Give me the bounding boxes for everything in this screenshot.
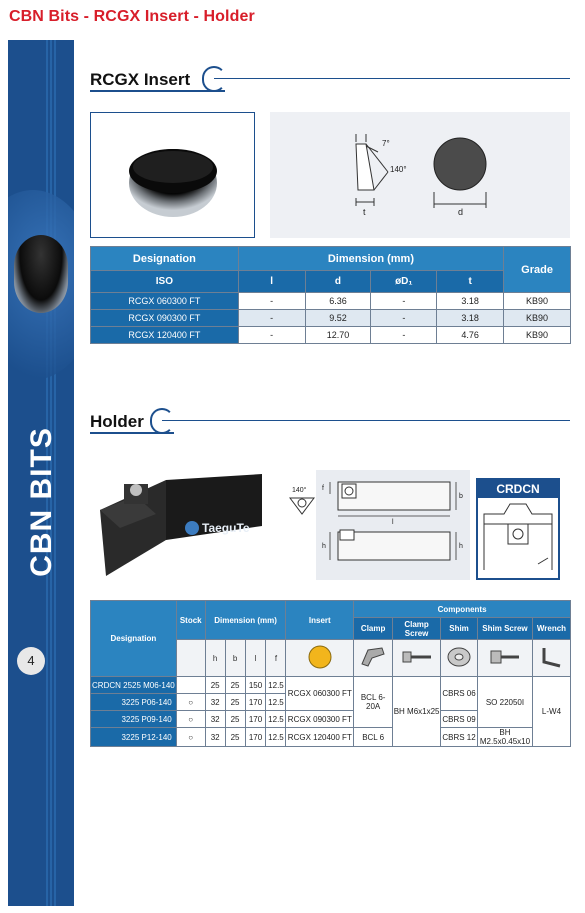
insert-section-title: RCGX Insert bbox=[90, 70, 191, 89]
clamp-screw-icon-cell bbox=[393, 640, 441, 677]
row-designation: 3225 P12-140 bbox=[91, 728, 177, 747]
shim-screw-icon bbox=[485, 644, 525, 670]
title-arc bbox=[150, 408, 174, 434]
shim-icon-cell bbox=[441, 640, 478, 677]
row-d: 12.70 bbox=[305, 327, 371, 344]
row-clamp: BCL 6-20A bbox=[354, 677, 393, 728]
col-shim-screw: Shim Screw bbox=[477, 618, 532, 640]
row-grade: KB90 bbox=[504, 327, 571, 344]
row-shim: CBRS 06 bbox=[441, 677, 478, 711]
row-stock bbox=[176, 677, 205, 694]
table-row bbox=[91, 293, 571, 310]
col-designation: Designation bbox=[91, 247, 239, 271]
holder-f-label: f bbox=[322, 485, 324, 492]
row-insert: RCGX 060300 FT bbox=[286, 677, 354, 711]
row-wrench: L-W4 bbox=[532, 677, 570, 747]
col-h: h bbox=[205, 640, 225, 677]
col-l: l bbox=[245, 640, 266, 677]
holder-l-label: l bbox=[392, 519, 394, 526]
row-l: 170 bbox=[245, 711, 266, 728]
holder-section-title: Holder bbox=[90, 412, 144, 431]
holder-drawing-panel bbox=[316, 470, 470, 580]
row-shim-screw: SO 22050I bbox=[477, 677, 532, 728]
angle-clearance-label: 7° bbox=[382, 139, 390, 148]
row-b: 25 bbox=[225, 728, 245, 747]
row-l: - bbox=[238, 293, 305, 310]
row-d: 6.36 bbox=[305, 293, 371, 310]
page-heading: CBN Bits - RCGX Insert - Holder bbox=[9, 8, 255, 25]
holder-dimension-drawing bbox=[316, 470, 470, 580]
row-b: 25 bbox=[225, 694, 245, 711]
col-t: t bbox=[437, 271, 504, 293]
row-stock: ○ bbox=[176, 728, 205, 747]
col-shim: Shim bbox=[441, 618, 478, 640]
insert-icon-cell bbox=[286, 640, 354, 677]
col-b: b bbox=[225, 640, 245, 677]
col-od1: øD₁ bbox=[371, 271, 437, 293]
d-label: d bbox=[458, 207, 464, 217]
row-f: 12.5 bbox=[266, 728, 286, 747]
insert-icon bbox=[307, 644, 333, 670]
col-f: f bbox=[266, 640, 286, 677]
row-stock: ○ bbox=[176, 694, 205, 711]
spine-insert-image bbox=[14, 235, 68, 313]
row-b: 25 bbox=[225, 677, 245, 694]
row-f: 12.5 bbox=[266, 694, 286, 711]
insert-photo-frame bbox=[90, 112, 255, 238]
row-shim: CBRS 09 bbox=[441, 711, 478, 728]
table-row bbox=[91, 728, 571, 747]
row-iso: RCGX 120400 FT bbox=[91, 327, 239, 344]
title-rule bbox=[162, 420, 570, 421]
col-components: Components bbox=[354, 601, 571, 618]
wrench-icon bbox=[538, 644, 564, 670]
wrench-icon-cell bbox=[532, 640, 570, 677]
col-dimension: Dimension (mm) bbox=[205, 601, 286, 640]
row-iso: RCGX 090300 FT bbox=[91, 310, 239, 327]
col-iso: ISO bbox=[91, 271, 239, 293]
row-od1: - bbox=[371, 327, 437, 344]
holder-table bbox=[90, 600, 571, 747]
crdcn-label: CRDCN bbox=[478, 480, 558, 498]
holder-h-label: h bbox=[322, 543, 326, 550]
holder-photo bbox=[96, 470, 262, 580]
col-clamp: Clamp bbox=[354, 618, 393, 640]
row-d: 9.52 bbox=[305, 310, 371, 327]
holder-brand-text: TaeguTe bbox=[202, 521, 250, 535]
holder-angle-label: 140° bbox=[292, 487, 307, 494]
row-t: 3.18 bbox=[437, 293, 504, 310]
col-dimension: Dimension (mm) bbox=[238, 247, 503, 271]
holder-h-label-right: h bbox=[459, 543, 463, 550]
row-f: 12.5 bbox=[266, 677, 286, 694]
insert-table bbox=[90, 246, 571, 344]
row-stock: ○ bbox=[176, 711, 205, 728]
col-designation: Designation bbox=[91, 601, 177, 677]
t-label: t bbox=[363, 207, 366, 217]
row-b: 25 bbox=[225, 711, 245, 728]
row-l: 170 bbox=[245, 728, 266, 747]
row-clamp: BCL 6 bbox=[354, 728, 393, 747]
row-grade: KB90 bbox=[504, 293, 571, 310]
row-designation: CRDCN 2525 M06-140 bbox=[91, 677, 177, 694]
clamp-icon-cell bbox=[354, 640, 393, 677]
row-t: 3.18 bbox=[437, 310, 504, 327]
col-clamp-screw: Clamp Screw bbox=[393, 618, 441, 640]
row-shim-screw: BH M2.5x0.45x10 bbox=[477, 728, 532, 747]
row-insert: RCGX 120400 FT bbox=[286, 728, 354, 747]
row-designation: 3225 P09-140 bbox=[91, 711, 177, 728]
shim-icon bbox=[445, 644, 473, 670]
col-l: l bbox=[238, 271, 305, 293]
title-rule bbox=[214, 78, 570, 79]
row-clamp-screw: BH M6x1x25 bbox=[393, 677, 441, 747]
col-stock: Stock bbox=[176, 601, 205, 640]
col-grade: Grade bbox=[504, 247, 571, 293]
row-t: 4.76 bbox=[437, 327, 504, 344]
row-grade: KB90 bbox=[504, 310, 571, 327]
side-spine bbox=[8, 40, 74, 906]
stock-icon-cell bbox=[176, 640, 205, 677]
row-l: 150 bbox=[245, 677, 266, 694]
row-l: - bbox=[238, 327, 305, 344]
col-d: d bbox=[305, 271, 371, 293]
title-underline bbox=[90, 432, 174, 434]
row-l: 170 bbox=[245, 694, 266, 711]
row-h: 32 bbox=[205, 728, 225, 747]
row-h: 25 bbox=[205, 677, 225, 694]
table-row bbox=[91, 677, 571, 694]
insert-photo bbox=[91, 113, 254, 237]
row-f: 12.5 bbox=[266, 711, 286, 728]
row-shim: CBRS 12 bbox=[441, 728, 478, 747]
clamp-icon bbox=[358, 644, 388, 670]
shim-screw-icon-cell bbox=[477, 640, 532, 677]
row-insert: RCGX 090300 FT bbox=[286, 711, 354, 728]
crdcn-drawing bbox=[478, 498, 558, 578]
page-number: 4 bbox=[17, 647, 45, 675]
crdcn-detail bbox=[476, 478, 560, 580]
insert-dimension-drawing bbox=[270, 112, 570, 238]
row-od1: - bbox=[371, 293, 437, 310]
table-row bbox=[91, 327, 571, 344]
col-wrench: Wrench bbox=[532, 618, 570, 640]
row-h: 32 bbox=[205, 711, 225, 728]
col-insert: Insert bbox=[286, 601, 354, 640]
table-row bbox=[91, 310, 571, 327]
holder-b-label: b bbox=[459, 493, 463, 500]
title-arc bbox=[202, 66, 226, 92]
row-l: - bbox=[238, 310, 305, 327]
clamp-screw-icon bbox=[399, 644, 435, 670]
row-od1: - bbox=[371, 310, 437, 327]
row-designation: 3225 P06-140 bbox=[91, 694, 177, 711]
angle-apex-label: 140° bbox=[390, 165, 407, 174]
row-iso: RCGX 060300 FT bbox=[91, 293, 239, 310]
spine-title: CBN BITS bbox=[25, 427, 58, 577]
insert-diagram bbox=[270, 112, 570, 238]
title-underline bbox=[90, 90, 225, 92]
row-h: 32 bbox=[205, 694, 225, 711]
